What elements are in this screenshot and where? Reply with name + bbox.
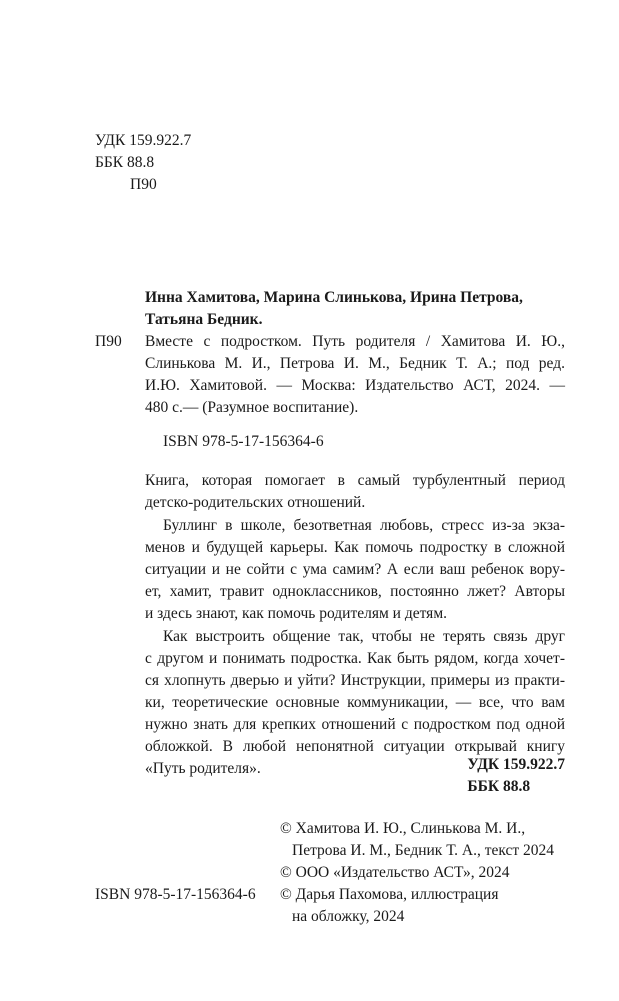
- copyright-line: © Хамитова И. Ю., Слинькова М. И.,: [280, 820, 526, 837]
- annotation-line: Как выстроить общение так, чтобы не терять связь друг: [163, 628, 565, 645]
- description-line: Слинькова М. И., Петрова И. М., Бедник Т. А.; под ред.: [145, 355, 565, 372]
- catalog-codes-right: [467, 754, 565, 798]
- annotation-line: детско-родительских отношений.: [145, 494, 366, 511]
- author-mark: П90: [130, 176, 157, 193]
- description-line: Вместе с подростком. Путь родителя / Хамитова И. Ю.,: [145, 333, 565, 350]
- annotation-line: ет, хамит, травит одноклассников, постоянно лжет? Авторы: [145, 583, 565, 600]
- bibliographic-description: [145, 331, 565, 419]
- copyright-line: © Дарья Пахомова, иллюстрация: [280, 886, 499, 903]
- annotation-line: ки, теоретические основные коммуникации, — все, что вам: [145, 694, 565, 711]
- copyright-block: [280, 818, 554, 928]
- authors-heading: [145, 287, 523, 331]
- isbn-bottom: ISBN 978-5-17-156364-6: [95, 886, 256, 903]
- bbk-code-right: ББК 88.8: [467, 778, 531, 795]
- annotation-line: «Путь родителя».: [145, 760, 261, 777]
- udk-code-right: УДК 159.922.7: [467, 756, 565, 773]
- description-line: 480 с.— (Разумное воспитание).: [145, 399, 359, 416]
- annotation-line: нужно знать для крепких отношений с подростком под одной: [145, 716, 565, 733]
- udk-code: УДК 159.922.7: [95, 132, 192, 149]
- authors-line: Инна Хамитова, Марина Слинькова, Ирина Петрова,: [145, 289, 523, 306]
- annotation-line: Книга, которая помогает в самый турбулентный период: [145, 472, 565, 489]
- bbk-code: ББК 88.8: [95, 154, 155, 171]
- annotation-line: ся хлопнуть дверью и уйти? Инструкции, примеры из практи-: [145, 672, 565, 689]
- isbn: ISBN 978-5-17-156364-6: [163, 433, 324, 450]
- copyright-line: Петрова И. М., Бедник Т. А., текст 2024: [292, 842, 555, 859]
- description-line: И.Ю. Хамитовой. — Москва: Издательство АСТ, 2024. —: [145, 377, 565, 394]
- annotation-line: Буллинг в школе, безответная любовь, стресс из-за экза-: [163, 517, 565, 534]
- annotation: [145, 470, 565, 780]
- annotation-line: менов и будущей карьеры. Как помочь подростку в сложной: [145, 539, 565, 556]
- authors-line: Татьяна Бедник.: [145, 311, 263, 328]
- copyright-line: © ООО «Издательство АСТ», 2024: [280, 864, 510, 881]
- annotation-line: ситуации и не сойти с ума самим? А если ваш ребенок вору-: [145, 561, 565, 578]
- annotation-line: обложкой. В любой непонятной ситуации открывай книгу: [145, 738, 565, 755]
- annotation-line: с другом и понимать подростка. Как быть рядом, когда хочет-: [145, 650, 565, 667]
- catalog-codes: [95, 130, 191, 196]
- annotation-line: и здесь знают, как помочь родителям и детям.: [145, 605, 448, 622]
- description-mark: П90: [95, 333, 122, 350]
- copyright-line: на обложку, 2024: [292, 908, 405, 925]
